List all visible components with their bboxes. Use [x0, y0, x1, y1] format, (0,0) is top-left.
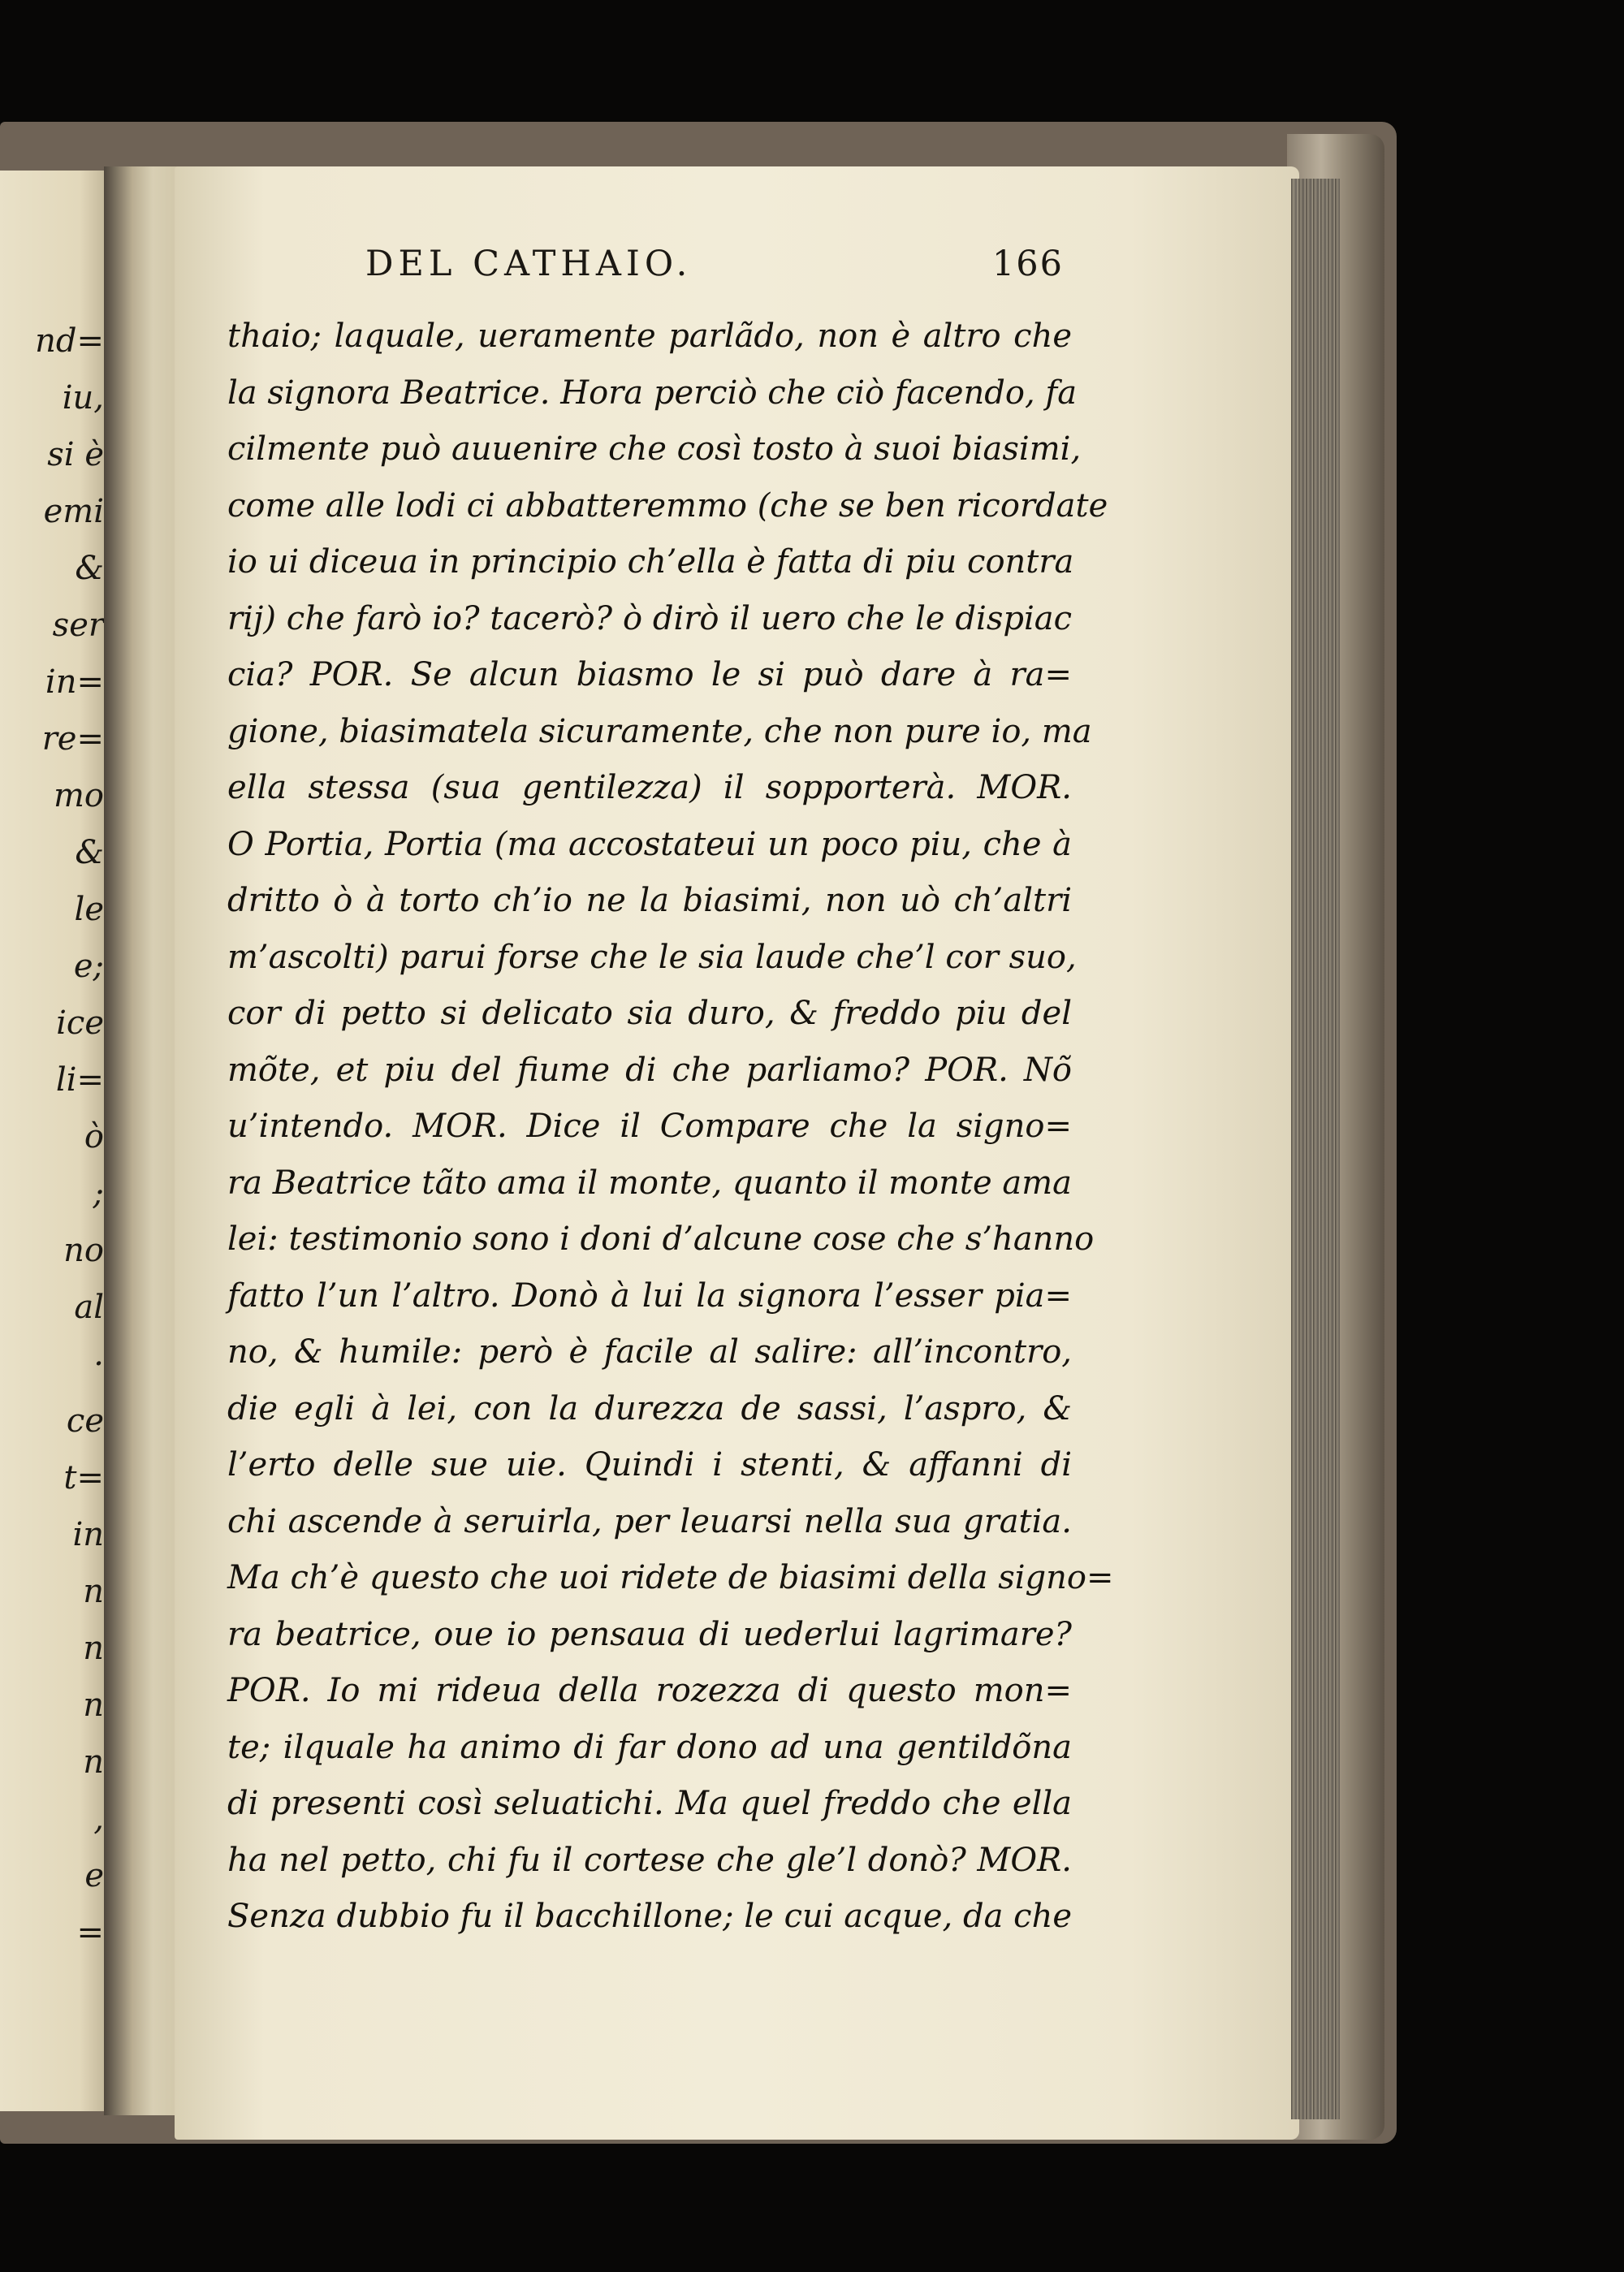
left-fragment: n	[83, 1630, 104, 1667]
left-fragment: ò	[84, 1118, 104, 1155]
text-line: cilmente può auuenire che così tosto à suoi biasimi,	[227, 430, 1082, 468]
left-fragment: iu,	[62, 379, 104, 417]
left-fragment: in=	[45, 663, 104, 701]
page-edges	[1291, 179, 1340, 2119]
text-line: Ma ch’è questo che uoi ridete de biasimi della signo=	[227, 1559, 1114, 1596]
text-line: gione, biasimatela sicuramente, che non pure io, ma	[227, 712, 1092, 750]
text-line: u’intendo. MOR. Dice il Compare che la signo=	[227, 1108, 1072, 1145]
left-fragment: n	[83, 1687, 104, 1724]
book-gutter	[104, 166, 185, 2115]
left-fragment: &	[75, 834, 104, 871]
page-number: 166	[991, 244, 1064, 284]
body-text	[227, 309, 1114, 1946]
text-line: chi ascende à seruirla, per leuarsi nella sua gratia.	[227, 1502, 1072, 1540]
text-line: mõte, et piu del fiume di che parliamo? POR. Nõ	[227, 1051, 1072, 1089]
left-fragment: no	[63, 1232, 104, 1269]
text-line: cor di petto si delicato sia duro, & freddo piu del	[227, 995, 1072, 1032]
left-fragment: ce	[66, 1402, 104, 1440]
left-fragment: n	[83, 1743, 104, 1781]
left-fragment: ;	[93, 1175, 104, 1212]
text-line: la signora Beatrice. Hora perciò che ciò facendo, fa	[227, 374, 1078, 412]
left-fragment: le	[74, 891, 104, 928]
text-line: Senza dubbio fu il bacchillone; le cui acque, da che	[227, 1898, 1072, 1935]
text-line: dritto ò à torto ch’io ne la biasimi, non uò ch’altri	[227, 882, 1072, 919]
left-fragment: re=	[41, 720, 104, 758]
left-fragment: in	[72, 1516, 104, 1553]
text-line: O Portia, Portia (ma accostateui un poco piu, che à	[227, 825, 1072, 863]
left-fragment: ice	[56, 1004, 104, 1042]
left-page-text-fragments	[6, 313, 104, 1961]
text-line: POR. Io mi rideua della rozezza di questo mon=	[227, 1672, 1072, 1709]
running-head	[365, 244, 1064, 300]
text-line: te; ilquale ha animo di far dono ad una gentildõna	[227, 1728, 1072, 1766]
text-line: ella stessa (sua gentilezza) il sopporterà. MOR.	[227, 769, 1072, 806]
left-fragment: n	[83, 1573, 104, 1610]
left-fragment: t=	[63, 1459, 104, 1497]
text-line: die egli à lei, con la durezza de sassi, l’aspro, &	[227, 1389, 1072, 1428]
text-line: lei: testimonio sono i doni d’alcune cose che s’hanno	[227, 1220, 1095, 1258]
left-fragment: mo	[53, 777, 104, 814]
left-fragment: &	[75, 550, 104, 587]
text-line: thaio; laquale, ueramente parlãdo, non è altro che	[227, 317, 1072, 355]
text-line: rij) che farò io? tacerò? ò dirò il uero che le dispiac	[227, 599, 1072, 637]
text-line: come alle lodi ci abbatteremmo (che se ben ricordate	[227, 486, 1108, 525]
left-fragment: emi	[43, 493, 104, 530]
left-fragment: ·	[93, 1345, 104, 1383]
left-fragment: al	[74, 1289, 104, 1326]
left-fragment: e	[84, 1857, 104, 1894]
text-line: ra beatrice, oue io pensaua di uederlui lagrimare?	[227, 1615, 1072, 1653]
left-fragment: ser	[52, 607, 104, 644]
text-line: cia? POR. Se alcun biasmo le si può dare à ra=	[227, 656, 1072, 693]
text-line: io ui diceua in principio ch’ella è fatta di piu contra	[227, 543, 1074, 581]
text-line: no, & humile: però è facile al salire: all’incontro,	[227, 1333, 1072, 1371]
text-line: m’ascolti) parui forse che le sia laude che’l cor suo,	[227, 938, 1077, 976]
left-page	[0, 171, 114, 2111]
left-fragment: si è	[47, 436, 104, 473]
left-fragment: li=	[55, 1061, 104, 1099]
text-line: di presenti così seluatichi. Ma quel freddo che ella	[227, 1785, 1072, 1822]
left-fragment: =	[76, 1914, 104, 1951]
running-head-title: DEL CATHAIO.	[365, 244, 693, 284]
left-fragment: ,	[93, 1800, 104, 1838]
left-fragment: nd=	[35, 322, 104, 360]
text-line: ra Beatrice tãto ama il monte, quanto il monte ama	[227, 1164, 1072, 1202]
left-fragment: e;	[73, 948, 104, 985]
text-line: ha nel petto, chi fu il cortese che gle’l donò? MOR.	[227, 1841, 1072, 1879]
text-line: fatto l’un l’altro. Donò à lui la signora l’esser pia=	[227, 1276, 1072, 1315]
text-line: l’erto delle sue uie. Quindi i stenti, & affanni di	[227, 1446, 1072, 1484]
